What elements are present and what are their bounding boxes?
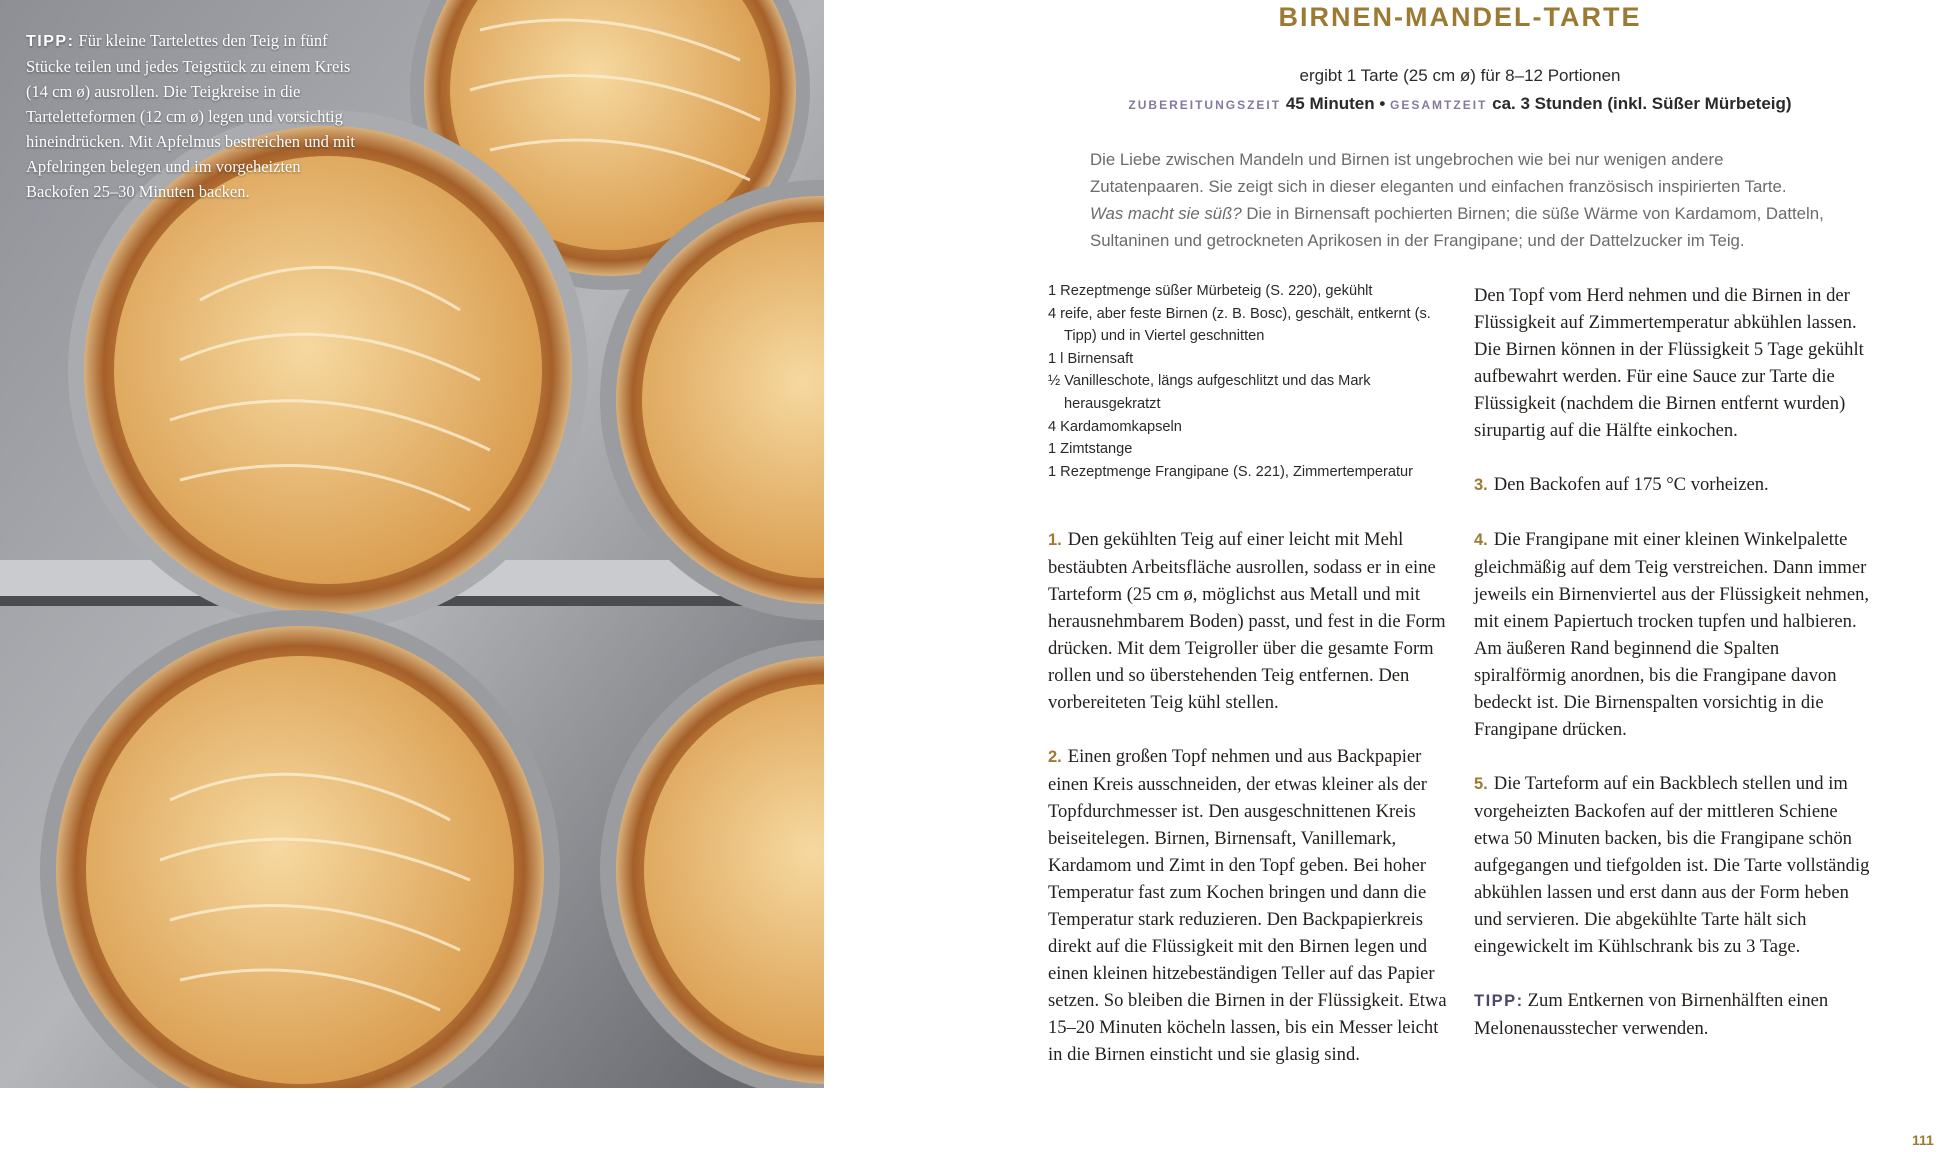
total-time-label: GESAMTZEIT	[1390, 98, 1488, 112]
step-text: Die Tarteform auf ein Backblech stellen und im vorgeheizten Backofen auf der mittleren Schiene etwa 50 Minuten backen, bis die Frangipane schön aufgegangen und tiefgolden ist. Die Tarte vollständig abkühlen lassen und erst dann aus der Form heben und servieren. Die abgekühlte Tarte hält sich eingewickelt im Kühlschrank bis zu 3 Tage.	[1474, 773, 1870, 957]
step-2-continued	[1474, 282, 1874, 444]
time-separator: •	[1379, 94, 1386, 113]
step-number: 4.	[1474, 531, 1488, 549]
step-number: 3.	[1474, 476, 1488, 494]
ingredient-item: 1 Zimtstange	[1048, 441, 1133, 458]
recipe-intro	[1090, 146, 1830, 254]
prep-time-label: ZUBEREITUNGSZEIT	[1128, 98, 1282, 112]
total-time-value: ca. 3 Stunden (inkl. Süßer Mürbeteig)	[1492, 94, 1792, 113]
step-3	[1474, 471, 1874, 499]
step-text: Einen großen Topf nehmen und aus Backpapier einen Kreis ausschneiden, der etwas kleiner als der Topfdurchmesser ist. Den ausgeschnittenen Kreis beiseitelegen. Birnen, Birnensaft, Vanillemark, Kardamom und Zimt in den Topf geben. Bei hoher Temperatur fast zum Kochen bringen und dann die Temperatur stark reduzieren. Den Backpapierkreis direkt auf die Flüssigkeit mit den Birnen legen und einen kleinen hitzebeständigen Teller auf das Papier setzen. So bleiben die Birnen in der Flüssigkeit. Etwa 15–20 Minuten köcheln lassen, bis ein Messer leicht in die Birnen einsticht und sie glasig sind.	[1048, 746, 1447, 1065]
intro-text: Die Liebe zwischen Mandeln und Birnen ist ungebrochen wie bei nur wenigen andere Zutatenpaaren. Sie zeigt sich in dieser eleganten und einfachen französisch inspirierten Tarte.	[1090, 150, 1787, 196]
step-4	[1474, 526, 1874, 743]
page-number: 111	[1912, 1132, 1934, 1148]
method-column-right	[1474, 282, 1874, 1042]
step-5	[1474, 770, 1874, 960]
step-text: Den Topf vom Herd nehmen und die Birnen in der Flüssigkeit auf Zimmertemperatur abkühlen lassen. Die Birnen können in der Flüssigkeit 5 Tage gekühlt aufbewahrt werden. Für eine Sauce zur Tarte die Flüssigkeit (nachdem die Birnen entfernt wurden) sirupartig auf die Hälfte einkochen.	[1474, 285, 1864, 441]
ingredient-item: 4 reife, aber feste Birnen (z. B. Bosc), geschält, entkernt (s. Tipp) und in Viertel geschnitten	[1048, 305, 1431, 345]
method-column-left	[1048, 526, 1448, 1068]
recipe-tip-text: Zum Entkernen von Birnenhälften einen Melonenausstecher verwenden.	[1474, 990, 1829, 1039]
recipe-times	[1040, 94, 1880, 114]
ingredient-item: 1 Rezeptmenge Frangipane (S. 221), Zimmertemperatur	[1048, 463, 1414, 480]
step-number: 1.	[1048, 531, 1062, 549]
step-text: Den Backofen auf 175 °C vorheizen.	[1493, 474, 1769, 495]
ingredient-item: 1 l Birnensaft	[1048, 350, 1134, 367]
recipe-yield: ergibt 1 Tarte (25 cm ø) für 8–12 Portionen	[1299, 66, 1621, 85]
ingredient-item: 4 Kardamomkapseln	[1048, 418, 1182, 435]
step-number: 5.	[1474, 775, 1488, 793]
step-number: 2.	[1048, 748, 1062, 766]
intro-question: Was macht sie süß?	[1090, 204, 1242, 223]
ingredient-item: 1 Rezeptmenge süßer Mürbeteig (S. 220), gekühlt	[1048, 283, 1373, 299]
photo-tip	[26, 28, 356, 204]
recipe-title: BIRNEN-MANDEL-TARTE	[1278, 2, 1642, 32]
recipe-tip	[1474, 987, 1874, 1042]
intro-answer: Die in Birnensaft pochierten Birnen; die süße Wärme von Kardamom, Datteln, Sultaninen und getrockneten Aprikosen in der Frangipane; und der Dattelzucker im Teig.	[1090, 204, 1824, 250]
tartlets-photo	[0, 0, 824, 1088]
step-text: Den gekühlten Teig auf einer leicht mit Mehl bestäubten Arbeitsfläche ausrollen, sodass er in eine Tarteform (25 cm ø, möglichst aus Metall und mit herausnehmbarem Boden) passt, und fest in die Form drücken. Mit dem Teigroller über die gesamte Form rollen und so überstehenden Teig entfernen. Den vorbereiteten Teig kühl stellen.	[1048, 529, 1446, 713]
photo-tip-text: Für kleine Tartelettes den Teig in fünf Stücke teilen und jedes Teigstück zu einem Kreis (14 cm ø) ausrollen. Die Teigkreise in die Tarteletteformen (12 cm ø) legen und vorsichtig hineindrücken. Mit Apfelmus bestreichen und mit Apfelringen belegen und im vorgeheizten Backofen 25–30 Minuten backen.	[26, 31, 356, 201]
step-text: Die Frangipane mit einer kleinen Winkelpalette gleichmäßig auf dem Teig verstreichen. Dann immer jeweils ein Birnenviertel aus der Flüssigkeit nehmen, mit einem Papiertuch trocken tupfen und halbieren. Am äußeren Rand beginnend die Spalten spiralförmig anordnen, bis die Frangipane davon bedeckt ist. Die Birnenspalten vorsichtig in die Frangipane drücken.	[1474, 529, 1870, 740]
recipe-tip-label: TIPP:	[1474, 992, 1524, 1010]
step-2	[1048, 743, 1448, 1068]
step-1	[1048, 526, 1448, 716]
ingredient-list	[1048, 280, 1448, 483]
ingredient-item: ½ Vanilleschote, längs aufgeschlitzt und das Mark herausgekratzt	[1048, 373, 1371, 412]
photo-tip-label: TIPP:	[26, 33, 75, 50]
prep-time-value: 45 Minuten	[1285, 94, 1375, 113]
